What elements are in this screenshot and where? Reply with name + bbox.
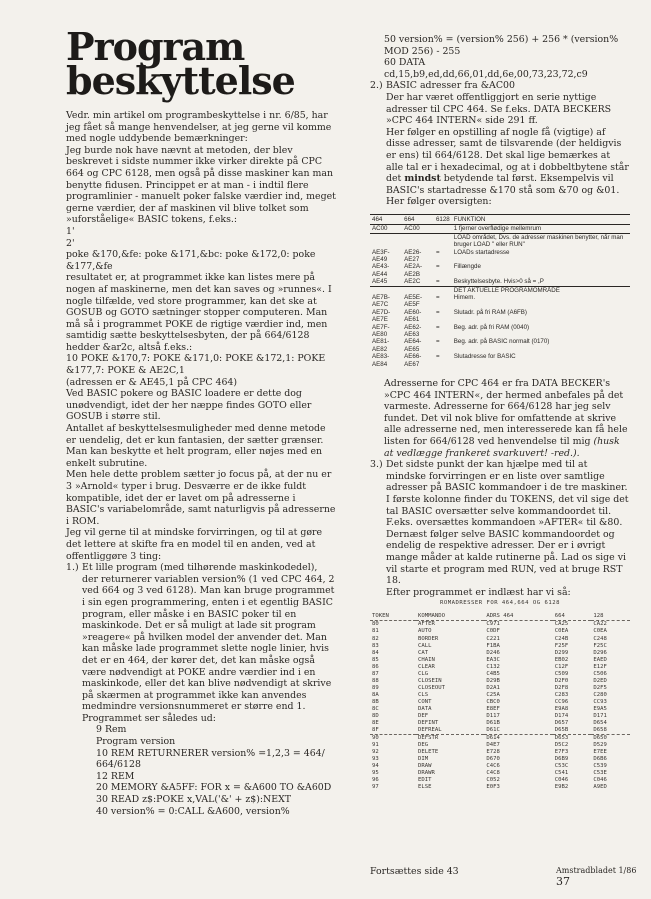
- listing-cell: C509: [554, 670, 569, 677]
- listing-cell: D2F0: [554, 677, 569, 684]
- listing-cell: C4B5: [486, 670, 500, 677]
- listing-cell: F25C: [593, 642, 607, 649]
- listing-cell: 86: [372, 663, 379, 670]
- listing-row: [370, 777, 630, 784]
- listing-cell: E8EF: [486, 705, 500, 712]
- listing-row: [370, 713, 630, 720]
- listing-cell: C539: [593, 763, 607, 770]
- listing-cell: E0F3: [486, 784, 500, 791]
- list-item-3: [370, 459, 630, 598]
- table-cell: AC00: [372, 225, 388, 233]
- listing-cell: C0EA: [593, 628, 607, 635]
- table-row: [370, 263, 630, 278]
- listing-row: [370, 735, 630, 743]
- listing-row: [370, 749, 630, 756]
- listing-cell: C283: [554, 691, 569, 698]
- item-number: 3.): [370, 459, 383, 471]
- listing-row: [370, 636, 630, 643]
- listing-cell: 88: [372, 677, 379, 684]
- listing-row: [370, 628, 630, 635]
- listing-cell: 82: [372, 635, 379, 642]
- table-cell: AE64-AE65: [404, 338, 422, 353]
- table-cell: =: [435, 338, 440, 346]
- listing-cell: DEFSTR: [416, 735, 484, 743]
- table-row: [370, 309, 630, 324]
- code-line: cd,15,b9,ed,dd,66,01,dd,6e,00,73,23,72,c9: [384, 68, 588, 80]
- listing-cell: D2F5: [593, 684, 607, 691]
- listing-table: [370, 613, 630, 791]
- listing-cell: E7F3: [554, 749, 569, 756]
- listing-row: [370, 742, 630, 749]
- listing-cell: CC96: [554, 698, 569, 705]
- header-cell: 6128: [435, 215, 450, 223]
- editor-note: (husk at vedlægge frankeret svarkuvert! -red.).: [384, 436, 620, 459]
- listing-cell: C12F: [554, 663, 569, 670]
- basic-program-listing: [82, 724, 336, 817]
- listing-cell: 91: [372, 742, 379, 749]
- listing-cell: 83: [372, 642, 379, 649]
- list-item-2: [370, 80, 630, 208]
- listing-cell: D61B: [486, 720, 500, 727]
- listing-header: [370, 613, 630, 621]
- listing-cell: E9A8: [554, 705, 569, 712]
- table-cell: =: [435, 278, 440, 286]
- listing-cell: 8D: [372, 713, 379, 720]
- listing-cell: DEFINT: [418, 720, 439, 727]
- listing-cell: C248: [593, 635, 607, 642]
- listing-cell: C25A: [486, 691, 500, 698]
- header-cell: KOMMANDO: [416, 613, 484, 621]
- listing-cell: 81: [372, 628, 379, 635]
- listing-cell: 94: [372, 763, 379, 770]
- table-cell: AE5E-AE5F: [404, 293, 423, 309]
- listing-row: [370, 650, 630, 657]
- listing-body: [370, 621, 630, 792]
- listing-cell: D2ED: [593, 677, 607, 684]
- listing-cell: 92: [372, 749, 379, 756]
- table-cell: Beg. adr. på BASIC normalt (0170): [453, 338, 550, 346]
- listing-cell: DRAWR: [418, 770, 435, 777]
- header-cell: FUNKTION: [452, 214, 630, 224]
- table-row: [370, 286, 630, 294]
- listing-cell: D117: [486, 713, 500, 720]
- listing-cell: CC93: [593, 698, 607, 705]
- listing-cell: C221: [486, 635, 500, 642]
- table-cell: =: [435, 263, 440, 271]
- listing-cell: 8B: [372, 698, 379, 705]
- paragraph-block: [370, 378, 630, 459]
- basic-program-continued: [370, 34, 630, 80]
- listing-cell: EA3C: [486, 656, 500, 663]
- listing-cell: CBC0: [486, 698, 500, 705]
- listing-cell: DELETE: [418, 749, 439, 756]
- right-column: [370, 34, 630, 792]
- listing-cell: CA25: [554, 621, 569, 628]
- table-cell: =: [435, 308, 440, 316]
- listing-row: [370, 657, 630, 664]
- listing-cell: D2A1: [486, 684, 500, 691]
- listing-cell: C0EA: [554, 628, 569, 635]
- address-table-header: [370, 214, 630, 224]
- listing-cell: DEG: [418, 742, 429, 749]
- code-line: 12 REM: [96, 770, 135, 782]
- listing-cell: CAT: [418, 649, 429, 656]
- listing-row: [370, 720, 630, 727]
- table-cell: Fillængde: [453, 263, 481, 271]
- table-cell: [370, 286, 402, 294]
- listing-cell: D658: [593, 727, 607, 734]
- listing-row: [370, 678, 630, 685]
- listing-cell: D657: [554, 720, 569, 727]
- listing-cell: CHAIN: [418, 656, 435, 663]
- table-cell: LOADs startadresse: [453, 248, 510, 256]
- paragraph: Men hele dette problem sætter jo focus på, at der nu er 3 »Arnold« typer i brug. Desværre er de ikke fuldt kompatible, idet der er lavet om på adresserne i BASIC's variabelområde, samt naturligvis på adresserne i ROM.: [66, 469, 336, 527]
- listing-cell: D6B6: [593, 756, 607, 763]
- paragraph: Jeg burde nok have nævnt at metoden, der blev beskrevet i sidste nummer ikke virker direkte på CPC 664 og CPC 6128, men også på disse maskiner kan man benytte fidusen. Princippet er at man - i indtil flere programlinier - manuelt poker falske værdier ind, meget gerne værdier, der af maskinen vil blive tolket som »uforståelige« BASIC tokens, f.eks.:: [66, 144, 336, 226]
- code-line: 60 DATA: [384, 57, 426, 69]
- listing-cell: C052: [486, 777, 500, 784]
- paragraph: Her følger en opstilling af nogle få (vigtige) af disse adresser, samt de tilsvarende (der heldigvis er ens) til 664/6128. Det skal lige bemærkes at alle tal er i hexadecimal, og at i dobbeltbytene står det mindst betydende tal først. Eksempelvis vil BASIC's startadresse &170 stå som &70 og &01.: [386, 126, 629, 196]
- table-cell: AE7D-AE7E: [372, 308, 391, 324]
- listing-cell: CLG: [418, 670, 429, 677]
- continued-note: Fortsættes side 43: [370, 866, 459, 877]
- code-line: Program version: [96, 736, 176, 748]
- table-cell: AE7F-AE80: [372, 323, 390, 338]
- article-title: [66, 24, 295, 103]
- table-cell: [434, 225, 452, 233]
- magazine-issue: Amstradbladet 1/86: [556, 866, 637, 875]
- listing-cell: CONT: [418, 698, 432, 705]
- table-cell: [402, 286, 434, 294]
- table-cell: AE83-AE84: [372, 353, 390, 368]
- listing-cell: E728: [486, 749, 500, 756]
- table-cell: [434, 286, 452, 294]
- listing-cell: A9ED: [593, 784, 607, 791]
- listing-row: [370, 685, 630, 692]
- listing-cell: D246: [486, 649, 500, 656]
- table-cell: AE7B-AE7C: [372, 293, 390, 309]
- listing-cell: D171: [593, 713, 607, 720]
- list-item-1: [66, 562, 336, 817]
- header-cell: TOKEN: [370, 613, 416, 621]
- title-line-1: Program: [66, 24, 245, 69]
- page-number: 37: [556, 875, 570, 888]
- table-cell: Slutadresse for BASIC: [453, 353, 516, 361]
- table-cell: AE62-AE63: [404, 323, 422, 338]
- item-number: 2.): [370, 80, 383, 92]
- table-cell: AE45: [372, 278, 388, 286]
- rom-address-listing: [370, 600, 630, 791]
- header-cell: 664: [402, 214, 434, 224]
- table-cell: Himem.: [453, 293, 476, 301]
- table-cell: LOAD området, Dvs. de adresser maskinen benytter, når man bruger LOAD " eller RUN": [452, 233, 630, 248]
- listing-cell: 8C: [372, 705, 379, 712]
- listing-cell: BORDER: [418, 635, 439, 642]
- listing-cell: D174: [554, 713, 569, 720]
- listing-cell: C971: [486, 621, 500, 628]
- listing-row: [370, 756, 630, 763]
- listing-cell: 87: [372, 670, 379, 677]
- table-row: [370, 294, 630, 309]
- listing-row: [370, 699, 630, 706]
- table-cell: AE2C: [404, 278, 421, 286]
- table-row: [370, 353, 630, 368]
- listing-cell: 93: [372, 756, 379, 763]
- listing-cell: C046: [593, 777, 607, 784]
- listing-cell: C24B: [554, 635, 569, 642]
- listing-cell: EB02: [554, 656, 569, 663]
- listing-cell: 84: [372, 649, 379, 656]
- table-cell: 1 fjerner overflødige mellemrum: [453, 225, 542, 233]
- table-cell: =: [435, 293, 440, 301]
- table-cell: AE3F-AE49: [372, 248, 390, 263]
- listing-cell: DIM: [418, 756, 429, 763]
- listing-cell: DATA: [418, 705, 432, 712]
- listing-cell: CLOSEOUT: [418, 684, 445, 691]
- table-cell: [434, 233, 452, 248]
- table-cell: AE81-AE82: [372, 338, 390, 353]
- table-cell: AE26-AE27: [404, 248, 422, 263]
- paragraph: Her følger oversigten:: [386, 196, 492, 208]
- listing-row: [370, 763, 630, 770]
- code-line: poke &170,&fe: poke &171,&bc: poke &172,0: poke &177,&fe: [66, 249, 316, 272]
- listing-cell: D296: [593, 649, 607, 656]
- listing-cell: 89: [372, 684, 379, 691]
- table-cell: AE2A-AE2B: [404, 263, 423, 278]
- listing-row: [370, 643, 630, 650]
- listing-cell: D670: [486, 756, 500, 763]
- code-line: 50 version% = (version% 256) + 256 * (version% MOD 256) - 255: [384, 34, 619, 57]
- listing-cell: C4C8: [486, 770, 500, 777]
- table-cell: DET AKTUELLE PROGRAMOMRÅDE: [452, 286, 630, 294]
- listing-cell: 85: [372, 656, 379, 663]
- paragraph: (adressen er & AE45,1 på CPC 464): [66, 376, 238, 388]
- title-line-2: beskyttelse: [66, 58, 295, 103]
- listing-cell: 8F: [372, 727, 379, 734]
- listing-cell: D614: [484, 735, 552, 743]
- table-cell: Beg. adr. på fri RAM (0040): [453, 323, 530, 331]
- listing-cell: CALL: [418, 642, 432, 649]
- listing-cell: AUTO: [418, 628, 432, 635]
- paragraph: resultatet er, at programmet ikke kan listes mere på nogen af maskinerne, men det kan saves og »runnes«. I nogle tilfælde, ved store programmer, kan det ske at GOSUB og GOTO sætninger stopper computeren. Man må så i programmet POKE de rigtige værdier ind, men samtidig sætte beskyttelsesbyten, der på 664/6128 hedder &ar2c, altså f.eks.:: [66, 272, 332, 353]
- listing-cell: C4C6: [486, 763, 500, 770]
- listing-cell: C53E: [593, 770, 607, 777]
- table-cell: =: [435, 323, 440, 331]
- listing-row: [370, 784, 630, 791]
- listing-cell: D29B: [486, 677, 500, 684]
- listing-cell: C046: [554, 777, 569, 784]
- paragraph: Det sidste punkt der kan hjælpe med til at mindske forvirringen er en liste over samtlige adresser på BASIC kommandoer i de tre maskiner. I første kolonne finder du TOKENS, det vil sige det tal BASIC oversætter selve kommandoordet til. F.eks. oversættes kommandoen »AFTER« til &80. Dernæst følger selve BASIC kommandoordet og endelig de respektive adresser. Der er i øvrigt mange måder at kalde rutinerne på. Lad os sige vi vil starte et program med RUN, ved at bruge RST 18.: [386, 459, 629, 587]
- listing-cell: D653: [553, 735, 592, 743]
- listing-cell: 8E: [372, 720, 379, 727]
- listing-cell: 95: [372, 770, 379, 777]
- listing-row: [370, 727, 630, 735]
- paragraph: Jeg vil gerne til at mindske forvirringen, og til at gøre det lettere at skifte fra en model til en anden, ved at offentliggøre 3 ting:: [66, 527, 323, 562]
- listing-cell: EDIT: [418, 777, 432, 784]
- listing-cell: ELSE: [418, 784, 432, 791]
- header-cell: ADRS 464: [484, 613, 552, 621]
- paragraph: Ved BASIC pokere og BASIC loadere er dette dog unødvendigt, idet der her næppe findes GOTO eller GOSUB i større stil.: [66, 388, 312, 423]
- paragraph: Efter programmet er indlæst har vi så:: [386, 586, 571, 598]
- listing-cell: D529: [593, 742, 607, 749]
- listing-cell: CLOSEIN: [418, 677, 442, 684]
- item-number: 1.): [66, 562, 79, 574]
- listing-cell: C0DF: [486, 628, 500, 635]
- listing-cell: CLS: [418, 691, 429, 698]
- code-line: 30 READ z$:POKE x,VAL('&' + z$):NEXT: [96, 794, 292, 806]
- address-table: [370, 214, 630, 368]
- table-row: [370, 324, 630, 339]
- listing-cell: 8A: [372, 691, 379, 698]
- paragraph: Antallet af beskyttelsesmuligheder med denne metode er uendelig, det er kun fantasien, der sætter grænser. Man kan beskytte et helt program, eller nøjes med en enkelt subrutine.: [66, 423, 326, 469]
- listing-row: [370, 671, 630, 678]
- table-row: [370, 278, 630, 286]
- listing-row: [370, 692, 630, 699]
- table-cell: =: [435, 248, 440, 256]
- paragraph: Der har været offentliggjort en serie nyttige adresser til CPC 464. Se f.eks. DATA BECKERS »CPC 464 INTERN« side 291 ff.: [386, 91, 612, 127]
- listing-cell: 97: [372, 784, 379, 791]
- page-footer: [556, 866, 651, 888]
- table-cell: [370, 233, 402, 248]
- listing-cell: AFTER: [418, 621, 435, 628]
- listing-cell: D299: [554, 649, 569, 656]
- paragraph: Et lille program (med tilhørende maskinkodedel), der returnerer variablen version% (1 ved CPC 464, 2 ved 664 og 3 ved 6128). Man kan bruge programmet i sin egen programmering, enten i et egentlig BASIC program, eller måske i en BASIC poker til en maskinkode. Det er så muligt at lade sit program »reagere« på hvilken model der anvender det. Man kan måske lade programmet slette nogle linier, hvis det er en 464, der kører det, det kan måske også være nødvendigt at POKE andre værdier ind i en maskinkode, eller det kan blive nødvendigt at skrive på skærmen at programmet ikke kan anvendes medmindre versionsnummeret er større end 1. Programmet ser således ud:: [82, 562, 335, 724]
- listing-cell: E12F: [593, 663, 607, 670]
- listing-cell: DEF: [418, 713, 429, 720]
- code-line: 20 MEMORY &A5FF: FOR x = &A600 TO &A60D: [96, 782, 332, 794]
- listing-row: [370, 664, 630, 671]
- listing-cell: C53C: [554, 763, 569, 770]
- listing-cell: E7EE: [593, 749, 607, 756]
- listing-cell: CLEAR: [418, 663, 435, 670]
- listing-cell: D654: [593, 720, 607, 727]
- header-cell: 128: [591, 613, 630, 621]
- item-heading: BASIC adresser fra &AC00: [386, 80, 515, 92]
- listing-cell: 80: [372, 621, 379, 628]
- table-row: [370, 338, 630, 353]
- listing-cell: EAED: [593, 656, 607, 663]
- table-row: [370, 249, 630, 264]
- table-cell: AE43-AE44: [372, 263, 390, 278]
- table-cell: =: [435, 353, 440, 361]
- code-line: 2': [66, 237, 75, 249]
- header-cell: 664: [553, 613, 592, 621]
- listing-row: [370, 706, 630, 713]
- code-line: 9 Rem: [96, 724, 127, 736]
- intro-paragraph: Vedr. min artikel om programbeskyttelse i nr. 6/85, har jeg fået så mange henvendelser, at jeg gerne vil komme med nogle uddybende bemærkninger:: [66, 110, 332, 145]
- left-column: [66, 110, 336, 817]
- listing-cell: D650: [591, 735, 630, 743]
- code-line: 1': [66, 225, 75, 237]
- table-row: [370, 233, 630, 248]
- listing-title: ROMADRESSER FOR 464,664 OG 6128: [440, 600, 560, 607]
- listing-cell: D6B9: [554, 756, 569, 763]
- listing-cell: C506: [593, 670, 607, 677]
- listing-cell: D5C2: [554, 742, 569, 749]
- table-cell: AC00: [404, 225, 420, 233]
- listing-cell: D2F8: [554, 684, 569, 691]
- listing-cell: DEFREAL: [418, 727, 442, 734]
- code-line: 40 version% = 0:CALL &A600, version%: [96, 805, 290, 817]
- listing-cell: C132: [486, 663, 500, 670]
- listing-cell: C280: [593, 691, 607, 698]
- table-row: [370, 225, 630, 233]
- listing-cell: DRAW: [418, 763, 432, 770]
- table-cell: AE66-AE67: [404, 353, 422, 368]
- listing-cell: C541: [554, 770, 569, 777]
- listing-row: [370, 621, 630, 629]
- listing-cell: E9B2: [554, 784, 569, 791]
- header-cell: 464: [370, 214, 402, 224]
- emphasis-word: mindst: [404, 173, 441, 185]
- table-cell: [402, 233, 434, 248]
- listing-cell: E9A5: [593, 705, 607, 712]
- listing-cell: D65B: [554, 727, 569, 734]
- table-cell: Slutadr. på fri RAM (A6FB): [453, 308, 527, 316]
- listing-row: [370, 770, 630, 777]
- code-line: 10 REM RETURNERER version% =1,2,3 = 464/ 664/6128: [96, 747, 325, 771]
- listing-cell: 90: [370, 735, 416, 743]
- listing-cell: CA22: [593, 621, 607, 628]
- listing-cell: F25F: [554, 642, 569, 649]
- table-cell: AE60-AE61: [404, 308, 422, 324]
- listing-cell: F1BA: [486, 642, 500, 649]
- address-table-body: [370, 225, 630, 368]
- listing-cell: D4E7: [486, 742, 500, 749]
- paragraph: Adresserne for CPC 464 er fra DATA BECKER's »CPC 464 INTERN«, der hermed anbefales på det varmeste. Adresserne for 664/6128 har jeg selv fundet. Det vil nok blive for omfattende at skrive alle adresserne ned, men interesserede kan få hele listen for 664/6128 ved henvendelse til mig (husk at vedlægge frankeret svarkuvert! -red.).: [384, 378, 628, 459]
- code-line: 10 POKE &170,7: POKE &171,0: POKE &172,1: POKE &177,7: POKE & AE2C,1: [66, 353, 326, 377]
- listing-cell: D61C: [486, 727, 500, 734]
- table-cell: Beskyttelsesbyte. Hvis>0 så = ,P: [453, 278, 544, 286]
- listing-cell: 96: [372, 777, 379, 784]
